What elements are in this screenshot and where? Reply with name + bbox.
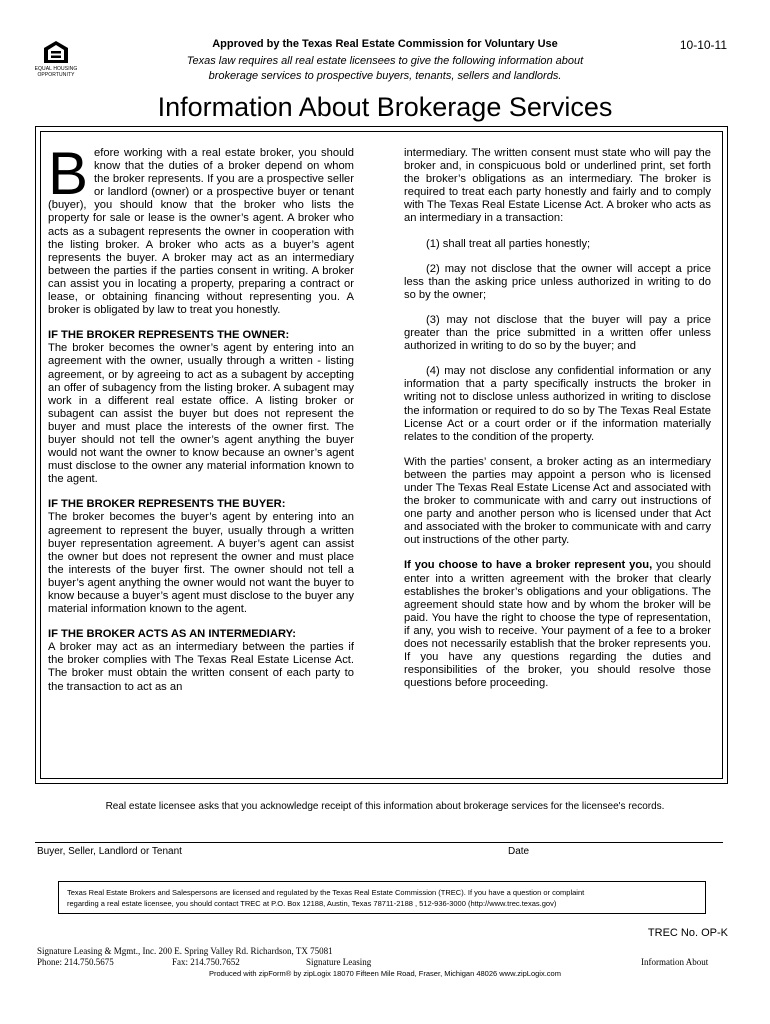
- info-box: [35, 126, 728, 784]
- trec-form-number: TREC No. OP-K: [647, 927, 728, 939]
- document-name: Information About: [641, 957, 709, 967]
- company-phone: Phone: 214.750.5675: [37, 957, 114, 967]
- duty-item-4: (4) may not disclose any confidential information or any information that a party specifically instructs the broker in writing not to disclose unless authorized in writing to disclose the information or required to do so by The Texas Real Estate License Act or a court order or if the information materially relates to the condition of the property.: [404, 365, 711, 443]
- requirement-line-1: Texas law requires all real estate licensees to give the following information about: [186, 55, 584, 67]
- right-column: [404, 147, 711, 702]
- requirement-line-2: brokerage services to prospective buyers, tenants, sellers and landlords.: [208, 70, 562, 82]
- requirement-notice: [0, 54, 770, 84]
- duty-item-2: (2) may not disclose that the owner will accept a price less than the asking price unless authorized in writing to do so by the owner;: [404, 262, 711, 301]
- acknowledgment-text: Real estate licensee asks that you acknowledge receipt of this information about brokerage services for the licensee's records.: [105, 801, 665, 812]
- intro-text: efore working with a real estate broker, you should know that the duties of a broker depend on whom the broker represents. If you are a prospective seller or landlord (owner) or a prospective buyer or tenant (buyer), you should know that the broker who lists the property for sale or lease is the owner’s agent. A broker who acts as a subagent represents the owner in cooperation with the listing broker. A broker who acts as a buyer’s agent represents the buyer. A broker may act as an intermediary between the parties if the parties consent in writing. A broker can assist you in locating a property, preparing a contract or lease, or obtaining financing without representing you. A broker is obligated by law to treat you honestly.: [48, 147, 354, 317]
- signature-line[interactable]: [35, 842, 723, 843]
- trec-notice-line-1: Texas Real Estate Brokers and Salespersons are licensed and regulated by the Texas Real Estate Commission (TREC). If you have a question or complaint: [67, 888, 585, 897]
- logo-text-line2: OPPORTUNITY: [37, 72, 75, 78]
- intermediary-text: A broker may act as an intermediary between the parties if the broker complies with The Texas Real Estate License Act. The broker must obtain the written consent of each party to the transaction to act as an: [48, 641, 354, 693]
- buyer-text: The broker becomes the buyer’s agent by entering into an agreement to represent the buyer, usually through a written buyer representation agreement. A buyer’s agent can assist the owner but does not represent the owner and must place the interests of the buyer first. The owner should not tell a buyer’s agent anything the owner would not want the buyer to know because a buyer’s agent must disclose to the buyer any material information known to the agent.: [48, 511, 354, 616]
- duty-item-1: (1) shall treat all parties honestly;: [426, 237, 591, 250]
- form-date: 10-10-11: [679, 38, 727, 52]
- page-title: Information About Brokerage Services: [157, 92, 613, 122]
- intermediary-continuation: intermediary. The written consent must state who will pay the broker and, in conspicuous bold or underlined print, set forth the broker’s obligations as an intermediary. The broker is required to treat each party honestly and fairly and to comply with The Texas Real Estate License Act. A broker who acts as an intermediary in a transaction:: [404, 147, 711, 225]
- choose-text: you should enter into a written agreement with the broker that clearly establishes the broker’s obligations and your obligations. The agreement should state how and by whom the broker will be paid. You have the right to choose the type of representation, if any, you wish to receive. Your payment of a fee to a broker does not necessarily establish that the broker represents you. If you have any questions regarding the duties and responsibilities of the broker, you should resolve those questions before proceeding.: [404, 559, 711, 690]
- approval-notice: Approved by the Texas Real Estate Commission for Voluntary Use: [212, 38, 558, 50]
- signature-party-label: Buyer, Seller, Landlord or Tenant: [37, 846, 182, 857]
- drop-cap: B: [48, 140, 89, 207]
- consent-paragraph: With the parties’ consent, a broker acting as an intermediary between the parties may appoint a person who is licensed under The Texas Real Estate License Act and associated with the broker to communicate with and carry out instructions of one party and another person who is licensed under that Act and associated with the broker to communicate with and carry out instructions of the other party.: [404, 455, 711, 547]
- produced-with: Produced with zipForm® by zipLogix 18070 Fifteen Mile Road, Fraser, Michigan 48026 www.zipLogix.com: [209, 969, 561, 978]
- company-short-name: Signature Leasing: [306, 957, 372, 967]
- left-column: [48, 140, 354, 706]
- trec-notice-line-2: regarding a real estate licensee, you should contact TREC at P.O. Box 12188, Austin, Texas 78711-2188 , 512-936-3000 (http://www.trec.texas.gov): [67, 899, 557, 908]
- duty-item-3: (3) may not disclose that the buyer will pay a price greater than the price submitted in a written offer unless authorized in writing to do so by the buyer; and: [404, 313, 711, 353]
- logo-text-line1: EQUAL HOUSING: [34, 66, 78, 72]
- trec-notice: [58, 881, 706, 914]
- buyer-heading: IF THE BROKER REPRESENTS THE BUYER:: [48, 498, 286, 511]
- intro-paragraph: [48, 140, 354, 317]
- signature-date-label: Date: [508, 846, 530, 857]
- owner-text: The broker becomes the owner’s agent by entering into an agreement with the owner, usually through a written - listing agreement, or by agreeing to act as a subagent by accepting an offer of subagency from the listing broker. A subagent may work in a different real estate office. A listing broker or subagent can assist the buyer but does not represent the buyer and must place the interests of the owner first. The buyer should not tell the owner’s agent anything the buyer would not want the owner to know because an owner’s agent must disclose to the owner any material information known to the agent.: [48, 342, 354, 486]
- company-fax: Fax: 214.750.7652: [172, 957, 240, 967]
- choose-bold: If you choose to have a broker represent you,: [404, 559, 653, 572]
- choose-paragraph: [404, 559, 711, 690]
- owner-heading: IF THE BROKER REPRESENTS THE OWNER:: [48, 329, 290, 342]
- company-address: Signature Leasing & Mgmt., Inc. 200 E. Spring Valley Rd. Richardson, TX 75081: [37, 946, 333, 956]
- intermediary-heading: IF THE BROKER ACTS AS AN INTERMEDIARY:: [48, 628, 296, 641]
